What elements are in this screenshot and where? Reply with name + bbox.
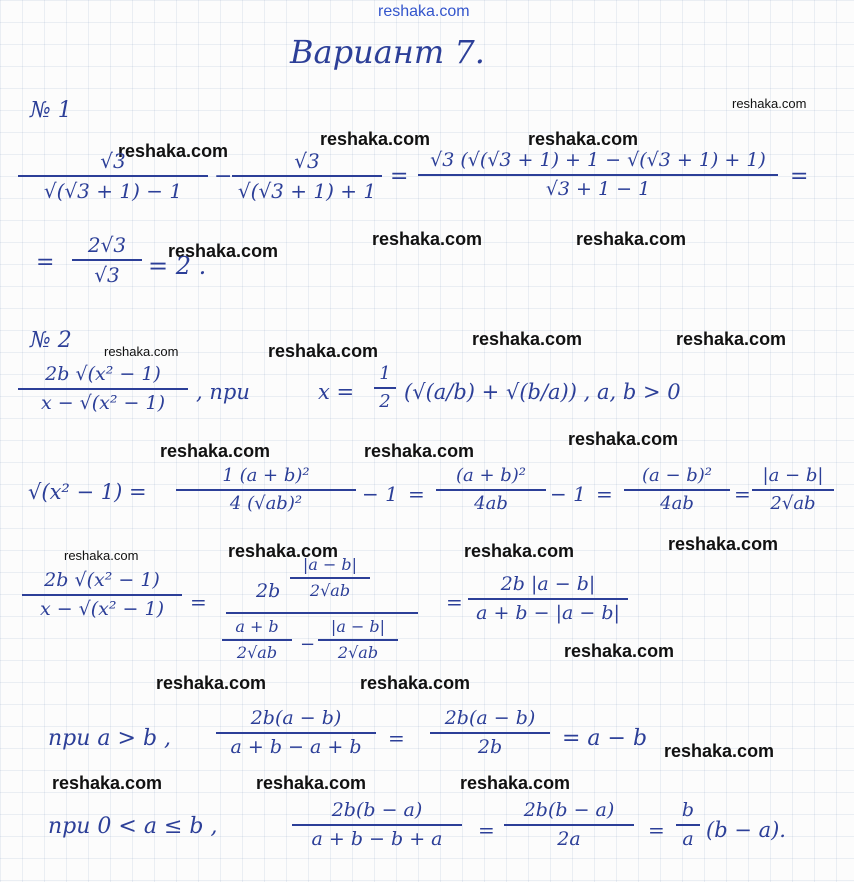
fraction-bar	[418, 174, 778, 176]
denominator: a	[682, 827, 694, 850]
watermark: reshaka.com	[228, 541, 339, 561]
denominator: 2√ab	[236, 642, 278, 662]
equals-sign: =	[390, 164, 409, 189]
numerator: a + b	[235, 617, 279, 636]
denominator: x − √(x² − 1)	[39, 597, 165, 620]
watermark: reshaka.com	[168, 241, 279, 261]
x-equals: x =	[318, 380, 355, 404]
fraction-bar	[468, 598, 628, 600]
denominator: 4 (√ab)²	[229, 492, 303, 514]
task1-fraction-3	[418, 150, 778, 200]
fraction-bar	[232, 175, 382, 177]
page-title: Вариант 7.	[290, 33, 485, 71]
watermark: reshaka.com	[676, 329, 787, 349]
numerator: 2b |a − b|	[500, 573, 596, 595]
half-fraction	[374, 364, 396, 412]
fraction-bar	[18, 175, 208, 177]
equals-sign: =	[790, 164, 809, 189]
denominator: 2a	[557, 827, 581, 850]
numerator: 2√3	[87, 233, 127, 257]
numerator: (a + b)²	[455, 465, 527, 486]
denominator: √3	[94, 263, 120, 287]
step2-result-fraction	[468, 574, 628, 624]
numerator: |a − b|	[330, 617, 386, 636]
watermark: reshaka.com	[664, 741, 775, 761]
watermark: reshaka.com	[568, 429, 679, 449]
task1-result: = 2 .	[148, 252, 207, 280]
watermark: reshaka.com	[256, 773, 367, 793]
numerator: 2b √(x² − 1)	[45, 363, 161, 385]
watermark: reshaka.com	[364, 441, 475, 461]
numerator: √3	[100, 149, 126, 173]
numerator: b	[681, 799, 695, 821]
denominator: √3 + 1 − 1	[545, 177, 651, 200]
fraction-bar	[752, 489, 834, 491]
equals-sign: =	[478, 818, 495, 842]
step2-mid-den-fraction-a	[222, 618, 292, 661]
watermark: reshaka.com	[320, 129, 431, 149]
step2-mid-den-fraction-b	[318, 618, 398, 661]
watermark: reshaka.com	[464, 541, 575, 561]
case2-result-tail: (b − a).	[706, 818, 786, 842]
equals-sign: =	[734, 482, 751, 506]
condition-word: , при	[196, 380, 250, 404]
step1-fraction-a	[176, 466, 356, 514]
watermark: reshaka.com	[460, 773, 571, 793]
step1-fraction-d	[752, 466, 834, 514]
fraction-bar	[504, 824, 634, 826]
numerator: 2b(a − b)	[250, 707, 342, 729]
step2-lhs-fraction	[22, 570, 182, 620]
denominator: 4ab	[660, 492, 694, 514]
fraction-bar	[176, 489, 356, 491]
watermark: reshaka.com	[268, 341, 379, 361]
fraction-bar	[18, 388, 188, 390]
denominator: 2√ab	[337, 642, 379, 662]
step1-tail-b: − 1	[550, 482, 586, 506]
step2-main-fraction-bar	[226, 612, 418, 614]
case2-result-fraction	[676, 800, 700, 850]
equals-sign: =	[388, 726, 405, 750]
fraction-bar	[374, 387, 396, 389]
task2-expression	[18, 364, 188, 414]
case1-result: = a − b	[562, 726, 648, 751]
case1-fraction	[216, 708, 376, 758]
numerator: 2b(b − a)	[331, 799, 423, 821]
denominator: √(√3 + 1) − 1	[43, 179, 183, 203]
minus-sign: −	[300, 634, 316, 655]
task1-label: № 1	[30, 98, 72, 123]
watermark: reshaka.com	[156, 673, 267, 693]
case1-fraction-2	[430, 708, 550, 758]
watermark: reshaka.com	[668, 534, 779, 554]
fraction-bar	[676, 824, 700, 826]
fraction-bar	[22, 594, 182, 596]
task1-fraction-1	[18, 150, 208, 202]
minus-sign: −	[214, 164, 233, 189]
case2-condition: при 0 < a ≤ b ,	[48, 814, 218, 839]
fraction-bar	[290, 577, 370, 579]
denominator: 2√ab	[770, 492, 816, 514]
watermark: reshaka.com	[118, 141, 229, 161]
task1-fraction-2	[232, 150, 382, 202]
denominator: a + b − a + b	[230, 735, 362, 758]
numerator: 2b(b − a)	[523, 799, 615, 821]
numerator: √3	[294, 149, 320, 173]
watermark: reshaka.com	[576, 229, 687, 249]
equals-sign: =	[36, 250, 55, 275]
denominator: 2√ab	[309, 580, 351, 600]
numerator: 2b(a − b)	[444, 707, 536, 729]
denominator: 2b	[477, 735, 503, 758]
watermark: reshaka.com	[564, 641, 675, 661]
watermark: reshaka.com	[160, 441, 271, 461]
step1-fraction-b	[436, 466, 546, 514]
step1-lhs: √(x² − 1) =	[28, 480, 147, 504]
watermark: reshaka.com	[64, 548, 139, 563]
watermark: reshaka.com	[472, 329, 583, 349]
x-definition: (√(a/b) + √(b/a)) , a, b > 0	[404, 380, 681, 404]
equals-sign: =	[190, 590, 207, 614]
numerator: |a − b|	[302, 555, 358, 574]
step2-mid-num-fraction	[290, 556, 370, 599]
watermark-top: reshaka.com	[378, 3, 470, 20]
numerator: √3 (√(√3 + 1) + 1 − √(√3 + 1) + 1)	[430, 149, 766, 171]
denominator: 2	[379, 390, 391, 412]
step1-fraction-c	[624, 466, 730, 514]
numerator: 2b √(x² − 1)	[44, 569, 160, 591]
numerator: |a − b|	[762, 465, 824, 486]
numerator: (a − b)²	[641, 465, 713, 486]
equals-sign: =	[648, 818, 665, 842]
fraction-bar	[624, 489, 730, 491]
denominator: a + b − b + a	[311, 827, 443, 850]
watermark: reshaka.com	[732, 96, 807, 111]
watermark: reshaka.com	[372, 229, 483, 249]
fraction-bar	[292, 824, 462, 826]
watermark: reshaka.com	[360, 673, 471, 693]
case1-condition: при a > b ,	[48, 726, 172, 751]
fraction-bar	[222, 639, 292, 641]
numerator: 1 (a + b)²	[222, 465, 310, 486]
equals-sign: =	[596, 482, 613, 506]
fraction-bar	[430, 732, 550, 734]
fraction-bar	[72, 259, 142, 261]
watermark: reshaka.com	[52, 773, 163, 793]
watermark: reshaka.com	[104, 344, 179, 359]
fraction-bar	[318, 639, 398, 641]
numerator: 1	[379, 363, 391, 384]
task2-label: № 2	[30, 328, 72, 353]
equals-sign: =	[446, 590, 463, 614]
denominator: √(√3 + 1) + 1	[237, 179, 377, 203]
case2-fraction-2	[504, 800, 634, 850]
watermark: reshaka.com	[528, 129, 639, 149]
equals-sign: =	[408, 482, 425, 506]
step2-mid-num-2b: 2b	[256, 580, 281, 602]
denominator: x − √(x² − 1)	[40, 391, 166, 414]
fraction-bar	[216, 732, 376, 734]
task1-result-fraction	[72, 234, 142, 286]
case2-fraction	[292, 800, 462, 850]
step1-tail-a: − 1	[362, 482, 398, 506]
denominator: 4ab	[474, 492, 508, 514]
denominator: a + b − |a − b|	[476, 601, 620, 624]
fraction-bar	[436, 489, 546, 491]
